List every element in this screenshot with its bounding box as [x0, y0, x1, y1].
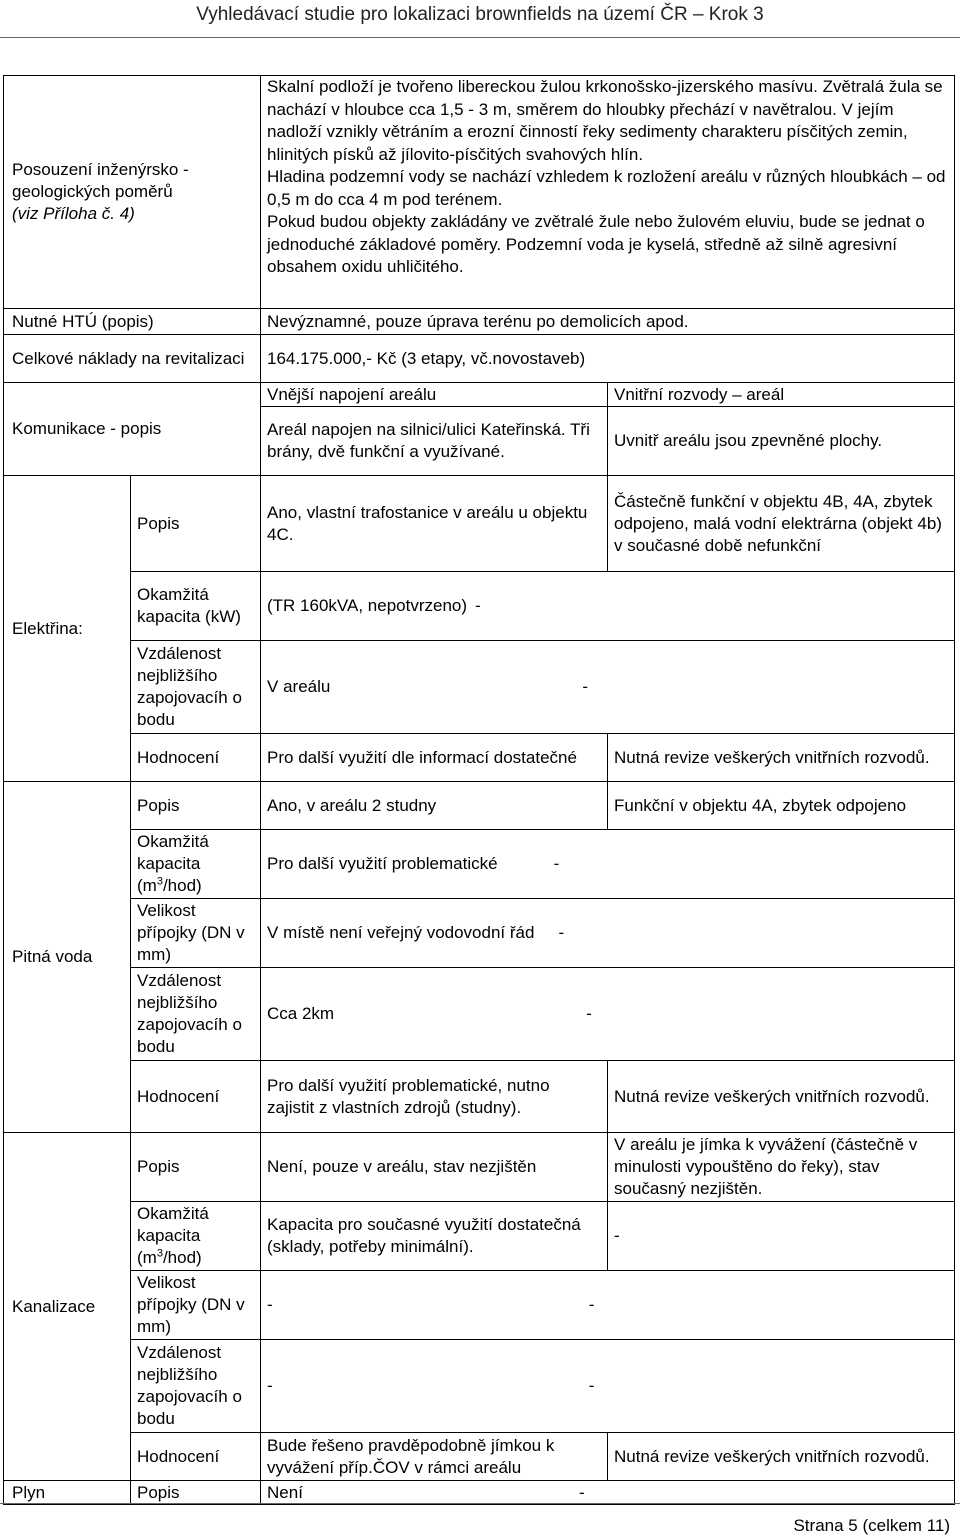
- external-column-header: Vnější napojení areálu: [261, 383, 608, 407]
- sewer-row-evaluation: [4, 1433, 955, 1481]
- sewer-internal-description: V areálu je jímka k vyvážení (částečně v minulosti vypouštěno do řeky), stav současný nezjištěn.: [608, 1133, 955, 1202]
- electricity-label: Elektřina:: [4, 476, 131, 782]
- sewer-external-description: Není, pouze v areálu, stav nezjištěn: [261, 1133, 608, 1202]
- electricity-internal-description: Částečně funkční v objektu 4B, 4A, zbytek odpojeno, malá vodní elektrárna (objekt 4b) v současné době nefunkční: [608, 476, 955, 572]
- water-internal-description: Funkční v objektu 4A, zbytek odpojeno: [608, 782, 955, 830]
- sewer-sub-evaluation: Hodnocení: [131, 1433, 261, 1481]
- gas-label: Plyn: [4, 1481, 131, 1505]
- costs-label: Celkové náklady na revitalizaci: [4, 335, 261, 383]
- electricity-external-description: Ano, vlastní trafostanice v areálu u objektu 4C.: [261, 476, 608, 572]
- sewer-sub-capacity: Okamžitá kapacita $(m^3/hod)$: [131, 1202, 261, 1271]
- water-sub-description: Popis: [131, 782, 261, 830]
- htu-row: [4, 309, 955, 335]
- page-number: Strana 5 (celkem 11): [793, 1516, 950, 1535]
- sewer-sub-description: Popis: [131, 1133, 261, 1202]
- sewer-external-capacity: Kapacita pro současné využití dostatečná (sklady, potřeby minimální).: [261, 1202, 608, 1271]
- sewer-row-description: [4, 1133, 955, 1202]
- electricity-sub-capacity: Okamžitá kapacita (kW): [131, 572, 261, 641]
- site-assessment-table: [3, 75, 955, 1505]
- electricity-capacity-values: (TR 160kVA, nepotvrzeno) -: [261, 572, 955, 641]
- electricity-internal-evaluation: Nutná revize veškerých vnitřních rozvodů.: [608, 734, 955, 782]
- electricity-sub-description: Popis: [131, 476, 261, 572]
- htu-value: Nevýznamné, pouze úprava terénu po demolicích apod.: [261, 309, 955, 335]
- footer-divider: [0, 1503, 960, 1504]
- communications-internal: Uvnitř areálu jsou zpevněné plochy.: [608, 407, 955, 476]
- document-header: Vyhledávací studie pro lokalizaci brownfields na území ČR – Krok 3: [196, 4, 764, 25]
- water-connection-values: V místě není veřejný vodovodní řád -: [261, 899, 955, 968]
- water-sub-connection: Velikost přípojky (DN v mm): [131, 899, 261, 968]
- sewer-internal-capacity: -: [608, 1202, 955, 1271]
- water-sub-distance: Vzdálenost nejbližšího zapojovacíh o bodu: [131, 968, 261, 1061]
- appendix-link[interactable]: Příloha č. 4: [43, 204, 130, 223]
- water-external-evaluation: Pro další využití problematické, nutno zajistit z vlastních zdrojů (studny).: [261, 1061, 608, 1133]
- electricity-row-evaluation: [4, 734, 955, 782]
- water-sub-evaluation: Hodnocení: [131, 1061, 261, 1133]
- electricity-row-description: [4, 476, 955, 572]
- sewer-label: Kanalizace: [4, 1133, 131, 1481]
- sewer-distance-values: - -: [261, 1340, 955, 1433]
- sewer-connection-values: - -: [261, 1271, 955, 1340]
- sewer-sub-distance: Vzdálenost nejbližšího zapojovacíh o bodu: [131, 1340, 261, 1433]
- water-row-description: [4, 782, 955, 830]
- sewer-internal-evaluation: Nutná revize veškerých vnitřních rozvodů.: [608, 1433, 955, 1481]
- electricity-external-evaluation: Pro další využití dle informací dostatečné: [261, 734, 608, 782]
- sewer-sub-connection: Velikost přípojky (DN v mm): [131, 1271, 261, 1340]
- communications-external: Areál napojen na silnici/ulici Kateřinská. Tři brány, dvě funkční a využívané.: [261, 407, 608, 476]
- water-internal-evaluation: Nutná revize veškerých vnitřních rozvodů.: [608, 1061, 955, 1133]
- htu-label: Nutné HTÚ (popis): [4, 309, 261, 335]
- water-external-description: Ano, v areálu 2 studny: [261, 782, 608, 830]
- sewer-external-evaluation: Bude řešeno pravděpodobně jímkou k vyvážení příp.ČOV v rámci areálu: [261, 1433, 608, 1481]
- geology-row: [4, 76, 955, 309]
- water-capacity-values: Pro další využití problematické -: [261, 830, 955, 899]
- water-row-evaluation: [4, 1061, 955, 1133]
- sewer-row-capacity: [4, 1202, 955, 1271]
- geology-label: Posouzení inženýrsko - geologických poměrů (viz Příloha č. 4): [4, 76, 261, 309]
- electricity-sub-distance: Vzdálenost nejbližšího zapojovacíh o bodu: [131, 641, 261, 734]
- sewer-row-connection: [4, 1271, 955, 1340]
- gas-values: Není -: [261, 1481, 955, 1505]
- column-header-row: [4, 383, 955, 407]
- water-row-connection: [4, 899, 955, 968]
- communications-label: Komunikace - popis: [4, 383, 261, 476]
- costs-value: 164.175.000,- Kč (3 etapy, vč.novostaveb): [261, 335, 955, 383]
- water-distance-values: Cca 2km -: [261, 968, 955, 1061]
- header-divider: [0, 37, 960, 38]
- water-row-capacity: [4, 830, 955, 899]
- geology-description: Skalní podloží je tvořeno libereckou žulou krkonošsko-jizerského masívu. Zvětralá žula se nachází v hloubce cca 1,5 - 3 m, směrem do hloubky přechází v navětralou. V jejím nadloží vznikly větráním a erozní činností řeky sedimenty charakteru písčitých zemin, hlinitých písků až jílovito-písčitých svahových hlín. Hladina podzemní vody se nachází vzhledem k rozložení areálu v různých hloubkách – od 0,5 m do cca 4 m pod terénem. Pokud budou objekty zakládány ve zvětralé žule nebo žulovém eluviu, bude se jednat o jednoduché základové poměry. Podzemní voda je kyselá, středně až silně agresivní obsahem oxidu uhličitého.: [261, 76, 955, 309]
- sewer-row-distance: [4, 1340, 955, 1433]
- electricity-distance-values: V areálu -: [261, 641, 955, 734]
- electricity-row-distance: [4, 641, 955, 734]
- water-label: Pitná voda: [4, 782, 131, 1133]
- water-sub-capacity: Okamžitá kapacita $(m^3/hod)$: [131, 830, 261, 899]
- internal-column-header: Vnitřní rozvody – areál: [608, 383, 955, 407]
- gas-row: [4, 1481, 955, 1505]
- gas-sub-description: Popis: [131, 1481, 261, 1505]
- electricity-sub-evaluation: Hodnocení: [131, 734, 261, 782]
- costs-row: [4, 335, 955, 383]
- electricity-row-capacity: [4, 572, 955, 641]
- water-row-distance: [4, 968, 955, 1061]
